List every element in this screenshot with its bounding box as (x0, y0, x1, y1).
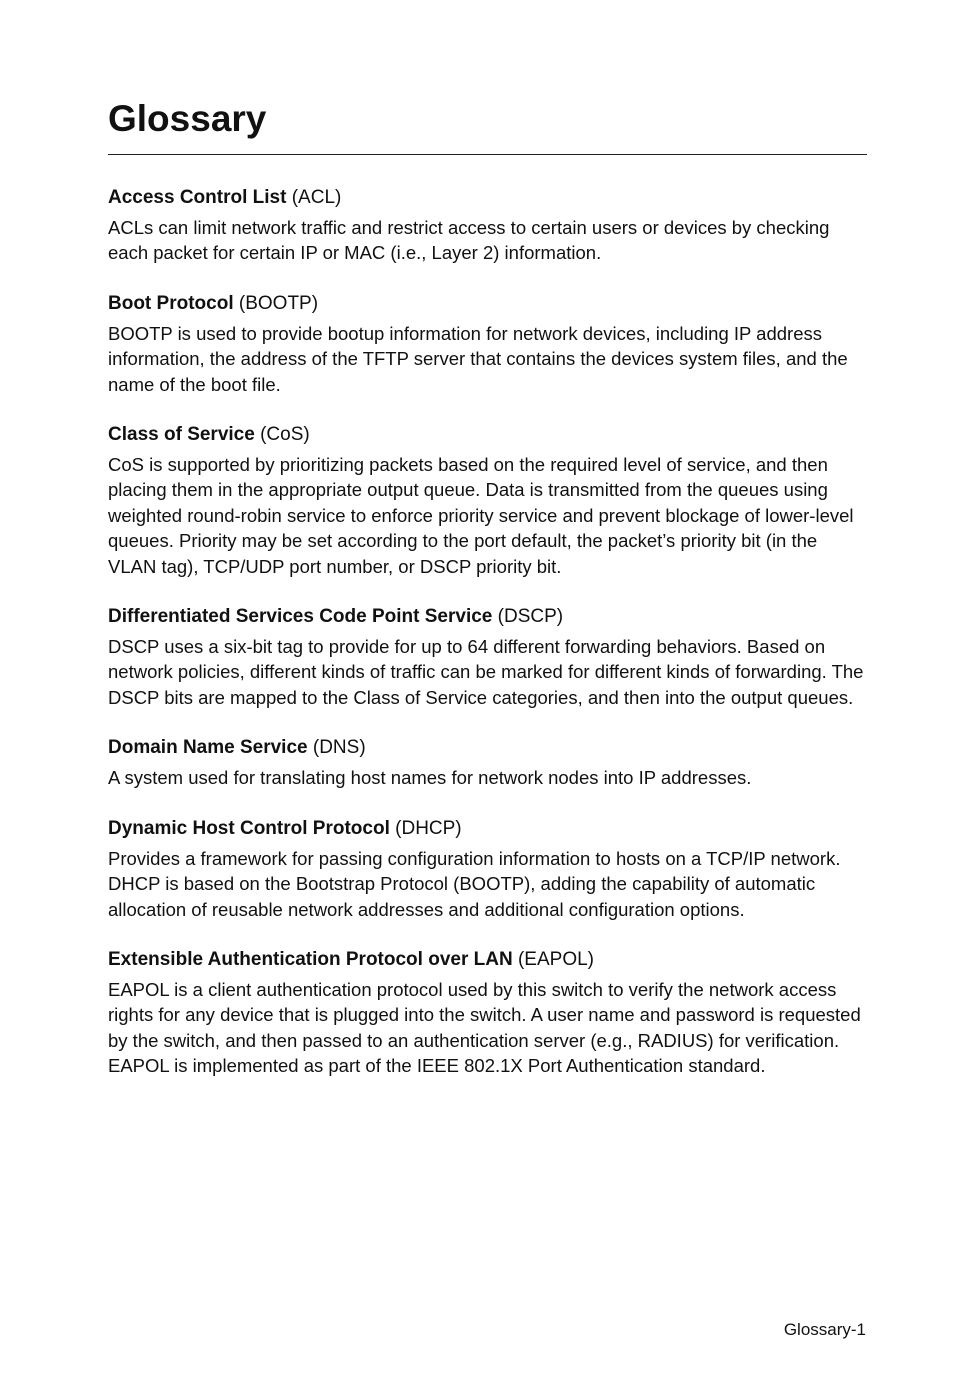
entry-term (108, 815, 867, 843)
glossary-entry (108, 184, 867, 266)
term-abbreviation: (CoS) (260, 424, 310, 446)
term-abbreviation: (EAPOL) (517, 948, 594, 970)
entry-term (108, 734, 867, 762)
entry-term (108, 946, 867, 974)
entry-definition: DSCP uses a six-bit tag to provide for up to 64 different forwarding behaviors. Based on network policies, different kinds of traffic can be marked for different kinds of forwarding. The DSCP bits are mapped to the Class of Service categories, and then into the output queues. (108, 636, 864, 708)
term-abbreviation: (DNS) (312, 737, 366, 759)
entry-definition: CoS is supported by prioritizing packets based on the required level of service, and then placing them in the appropriate output queue. Data is transmitted from the queues using weighted round-robin service to enforce priority service and prevent blockage of lower-level queues. Priority may be set according to the port default, the packet’s priority bit (in the VLAN tag), TCP/UDP port number, or DSCP priority bit. (108, 454, 854, 577)
page-number: Glossary-1 (783, 1320, 866, 1339)
term-name: Domain Name Service (108, 737, 308, 759)
entry-term (108, 184, 867, 212)
entry-definition: A system used for translating host names for network nodes into IP addresses. (108, 767, 752, 789)
term-name: Differentiated Services Code Point Service (108, 606, 493, 628)
term-abbreviation: (ACL) (291, 187, 342, 208)
term-name: Class of Service (108, 424, 255, 446)
term-abbreviation: (DHCP) (395, 817, 462, 839)
glossary-entry (108, 421, 867, 579)
entry-definition: BOOTP is used to provide bootup information for network devices, including IP address information, the address of the TFTP server that contains the devices system files, and the name of the boot file. (108, 322, 848, 395)
term-name: Boot Protocol (108, 292, 234, 314)
term-name: Extensible Authentication Protocol over LAN (108, 948, 513, 970)
entry-definition: ACLs can limit network traffic and restrict access to certain users or devices by checking each packet for certain IP or MAC (i.e., Layer 2) information. (108, 217, 830, 264)
glossary-entry (108, 603, 867, 710)
term-name: Dynamic Host Control Protocol (108, 817, 390, 839)
entry-term (108, 421, 867, 449)
page-title: Glossary (108, 98, 267, 139)
glossary-entry (108, 815, 867, 922)
glossary-entries (108, 184, 867, 1103)
entry-definition: Provides a framework for passing configuration information to hosts on a TCP/IP network. DHCP is based on the Bootstrap Protocol (BOOTP), adding the capability of automatic allocation of reusable network addresses and additional configuration options. (108, 847, 841, 920)
glossary-entry (108, 946, 867, 1079)
term-name: Access Control List (108, 187, 287, 208)
entry-term (108, 603, 867, 631)
entry-definition: EAPOL is a client authentication protocol used by this switch to verify the network access rights for any device that is plugged into the switch. A user name and password is requested by the switch, and then passed to an authentication server (e.g., RADIUS) for verification. EAPOL is implemented as part of the IEEE 802.1X Port Authentication standard. (108, 978, 861, 1077)
term-abbreviation: (DSCP) (497, 606, 564, 628)
glossary-entry (108, 290, 867, 397)
title-divider (108, 154, 867, 155)
entry-term (108, 290, 867, 318)
glossary-entry (108, 734, 867, 790)
term-abbreviation: (BOOTP) (238, 292, 319, 314)
